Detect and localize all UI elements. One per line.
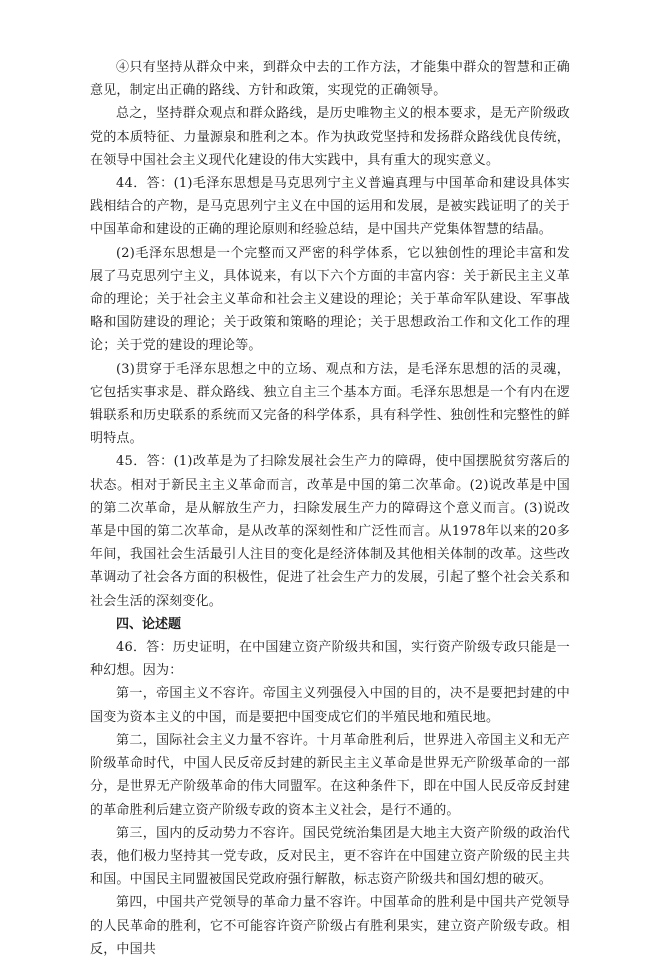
- section-heading: 四、论述题: [116, 616, 182, 632]
- paragraph-answer-45: 45．答：(1)改革是为了扫除发展社会生产力的障碍，使中国摆脱贫穷落后的状态。相对于新民主主义革命而言，改革是中国的第二次革命。(2)说改革是中国的第二次革命，是从解放生产力，扫除发展生产力的障碍这个意义而言。(3)说改革是中国的第二次革命，是从改革的深刻性和广泛性而言。从1978年以来的20多年间，我国社会生活最引人注目的变化是经济体制及其他相关体制的改革。这些改革调动了社会各方面的积极性，促进了社会生产力的发展，引起了整个社会关系和社会生活的深刻变化。: [90, 454, 570, 609]
- paragraph-answer-44-part-3: (3)贯穿于毛泽东思想之中的立场、观点和方法，是毛泽东思想的活的灵魂，它包括实事求是、群众路线、独立自主三个基本方面。毛泽东思想是一个有内在逻辑联系和历史联系的系统而又完备的科学体系，具有科学性、独创性和完整性的鲜明特点。: [90, 361, 570, 447]
- paragraph-reason-3: 第三，国内的反动势力不容许。国民党统治集团是大地主大资产阶级的政治代表，他们极力坚持其一党专政，反对民主，更不容许在中国建立资产阶级的民主共和国。中国民主同盟被国民党政府强行解散，标志资产阶级共和国幻想的破灭。: [90, 825, 570, 888]
- paragraph-point-4: ④只有坚持从群众中来，到群众中去的工作方法，才能集中群众的智慧和正确意见，制定出正确的路线、方针和政策，实现党的正确领导。: [90, 60, 570, 99]
- paragraph-reason-4: 第四，中国共产党领导的革命力量不容许。中国革命的胜利是中国共产党领导的人民革命的胜利，它不可能容许资产阶级占有胜利果实，建立资产阶级专政。相反，中国共: [90, 895, 570, 957]
- document-page: [90, 56, 570, 961]
- paragraph-answer-44-part-1: 44．答：(1)毛泽东思想是马克思列宁主义普遍真理与中国革命和建设具体实践相结合的产物，是马克思列宁主义在中国的运用和发展，是被实践证明了的关于中国革命和建设的正确的理论原则和经验总结，是中国共产党集体智慧的结晶。: [90, 176, 570, 238]
- paragraph-answer-46-intro: 46．答：历史证明，在中国建立资产阶级共和国，实行资产阶级专政只能是一种幻想。因为：: [90, 640, 570, 679]
- paragraph-reason-1: 第一，帝国主义不容许。帝国主义列强侵入中国的目的，决不是要把封建的中国变为资本主义的中国，而是要把中国变成它们的半殖民地和殖民地。: [90, 686, 570, 725]
- paragraph-answer-44-part-2: (2)毛泽东思想是一个完整而又严密的科学体系，它以独创性的理论丰富和发展了马克思列宁主义，具体说来，有以下六个方面的丰富内容：关于新民主主义革命的理论；关于社会主义革命和社会主义建设的理论；关于革命军队建设、军事战略和国防建设的理论；关于政策和策略的理论；关于思想政治工作和文化工作的理论；关于党的建设的理论等。: [90, 245, 570, 354]
- paragraph-summary: 总之，坚持群众观点和群众路线，是历史唯物主义的根本要求，是无产阶级政党的本质特征、力量源泉和胜利之本。作为执政党坚持和发扬群众路线优良传统，在领导中国社会主义现代化建设的伟大实践中，具有重大的现实意义。: [90, 106, 570, 168]
- paragraph-reason-2: 第二，国际社会主义力量不容许。十月革命胜利后，世界进入帝国主义和无产阶级革命时代，中国人民反帝反封建的新民主主义革命是世界无产阶级革命的一部分，是世界无产阶级革命的伟大同盟军。在这种条件下，即在中国人民反帝反封建的革命胜利后建立资产阶级专政的资本主义社会，是行不通的。: [90, 732, 570, 818]
